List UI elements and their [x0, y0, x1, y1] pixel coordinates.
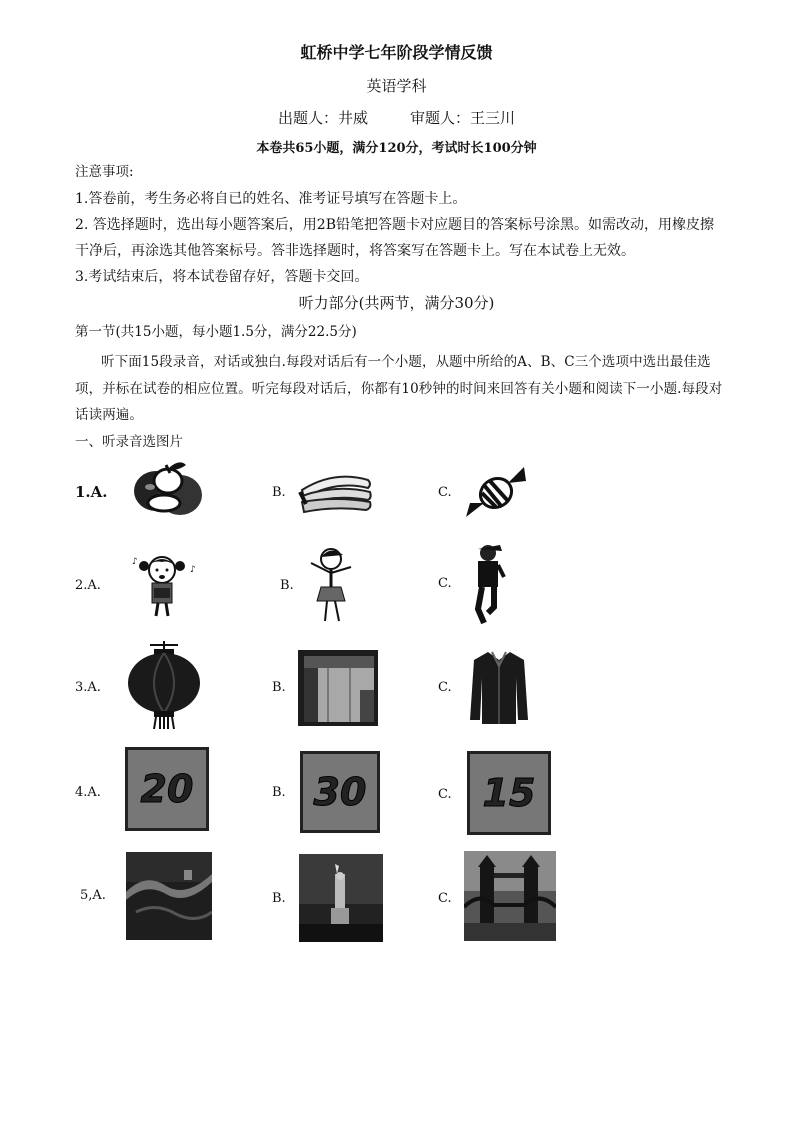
svg-text:♪: ♪: [132, 557, 138, 567]
exam-info: 本卷共65小题，满分120分，考试时长100分钟: [256, 141, 537, 156]
number-20-text: 20: [140, 767, 194, 811]
q2-label-a: 2.A.: [75, 578, 101, 593]
section1-heading: 第一节(共15小题，每小题1.5分，满分22.5分): [75, 324, 357, 340]
q1-label-a: 1.A.: [75, 483, 108, 501]
subject-title: 英语学科: [366, 77, 427, 95]
q3-label-b: B.: [272, 680, 286, 695]
jacket-icon: [468, 648, 530, 728]
q1-label-b: B.: [272, 485, 286, 500]
setter-name: 出题人：井威: [277, 109, 368, 127]
bananas-icon: [298, 470, 374, 516]
great-wall-photo: [126, 852, 212, 940]
page-title: 虹桥中学七年阶段学情反馈: [300, 43, 493, 62]
part1-title: 一、听录音选图片: [75, 434, 183, 450]
q4-label-b: B.: [272, 785, 286, 800]
number-card-20: [125, 747, 209, 831]
room-icon: [298, 650, 378, 726]
apples-icon: [128, 457, 208, 519]
reviewer-name: 审题人：王三川: [410, 109, 516, 127]
number-card-30: [300, 751, 380, 833]
number-card-15: [467, 751, 551, 835]
note-item: 干净后，再涂选其他答案标号。答非选择题时，将答案写在答题卡上。写在本试卷上无效。: [75, 243, 635, 259]
q3-label-c: C.: [438, 680, 452, 695]
q1-label-c: C.: [438, 485, 452, 500]
svg-text:♪: ♪: [190, 565, 196, 575]
number-15-text: 15: [482, 771, 536, 815]
number-30-text: 30: [313, 770, 367, 814]
lantern-icon: [124, 641, 204, 729]
q2-label-b: B.: [280, 578, 294, 593]
girl-dancing-icon: [303, 545, 359, 625]
boy-playing-icon: [468, 543, 508, 627]
q3-label-a: 3.A.: [75, 680, 101, 695]
statue-of-liberty-photo: [299, 854, 383, 942]
note-item: 3.考试结束后，将本试卷留存好，答题卡交回。: [75, 269, 369, 285]
notes-heading: 注意事项:: [75, 164, 134, 180]
q5-label-b: B.: [272, 891, 286, 906]
listening-instructions: 听下面15段录音，对话或独白.每段对话后有一个小题，从题中所给的A、B、C三个选项中选出最佳选项，并标在试卷的相应位置。听完每段对话后，你都有10秒钟的时间来回答有关小题和阅读下一小题.每段对话读两遍。: [75, 354, 723, 423]
note-item: 2. 答选择题时，选出每小题答案后，用2B铅笔把答题卡对应题目的答案标号涂黑。如需改动，用橡皮擦: [75, 217, 715, 233]
candy-icon: [462, 463, 530, 523]
q5-label-c: C.: [438, 891, 452, 906]
tower-bridge-photo: [464, 851, 556, 941]
listening-heading: 听力部分(共两节，满分30分): [298, 294, 495, 312]
note-item: 1.答卷前，考生务必将自已的姓名、准考证号填写在答题卡上。: [75, 191, 467, 207]
q5-label-a: 5,A.: [80, 888, 106, 903]
q4-label-a: 4.A.: [75, 785, 101, 800]
girl-singing-icon: [128, 550, 200, 622]
authors-line: [0, 107, 793, 128]
q2-label-c: C.: [438, 576, 452, 591]
q4-label-c: C.: [438, 787, 452, 802]
